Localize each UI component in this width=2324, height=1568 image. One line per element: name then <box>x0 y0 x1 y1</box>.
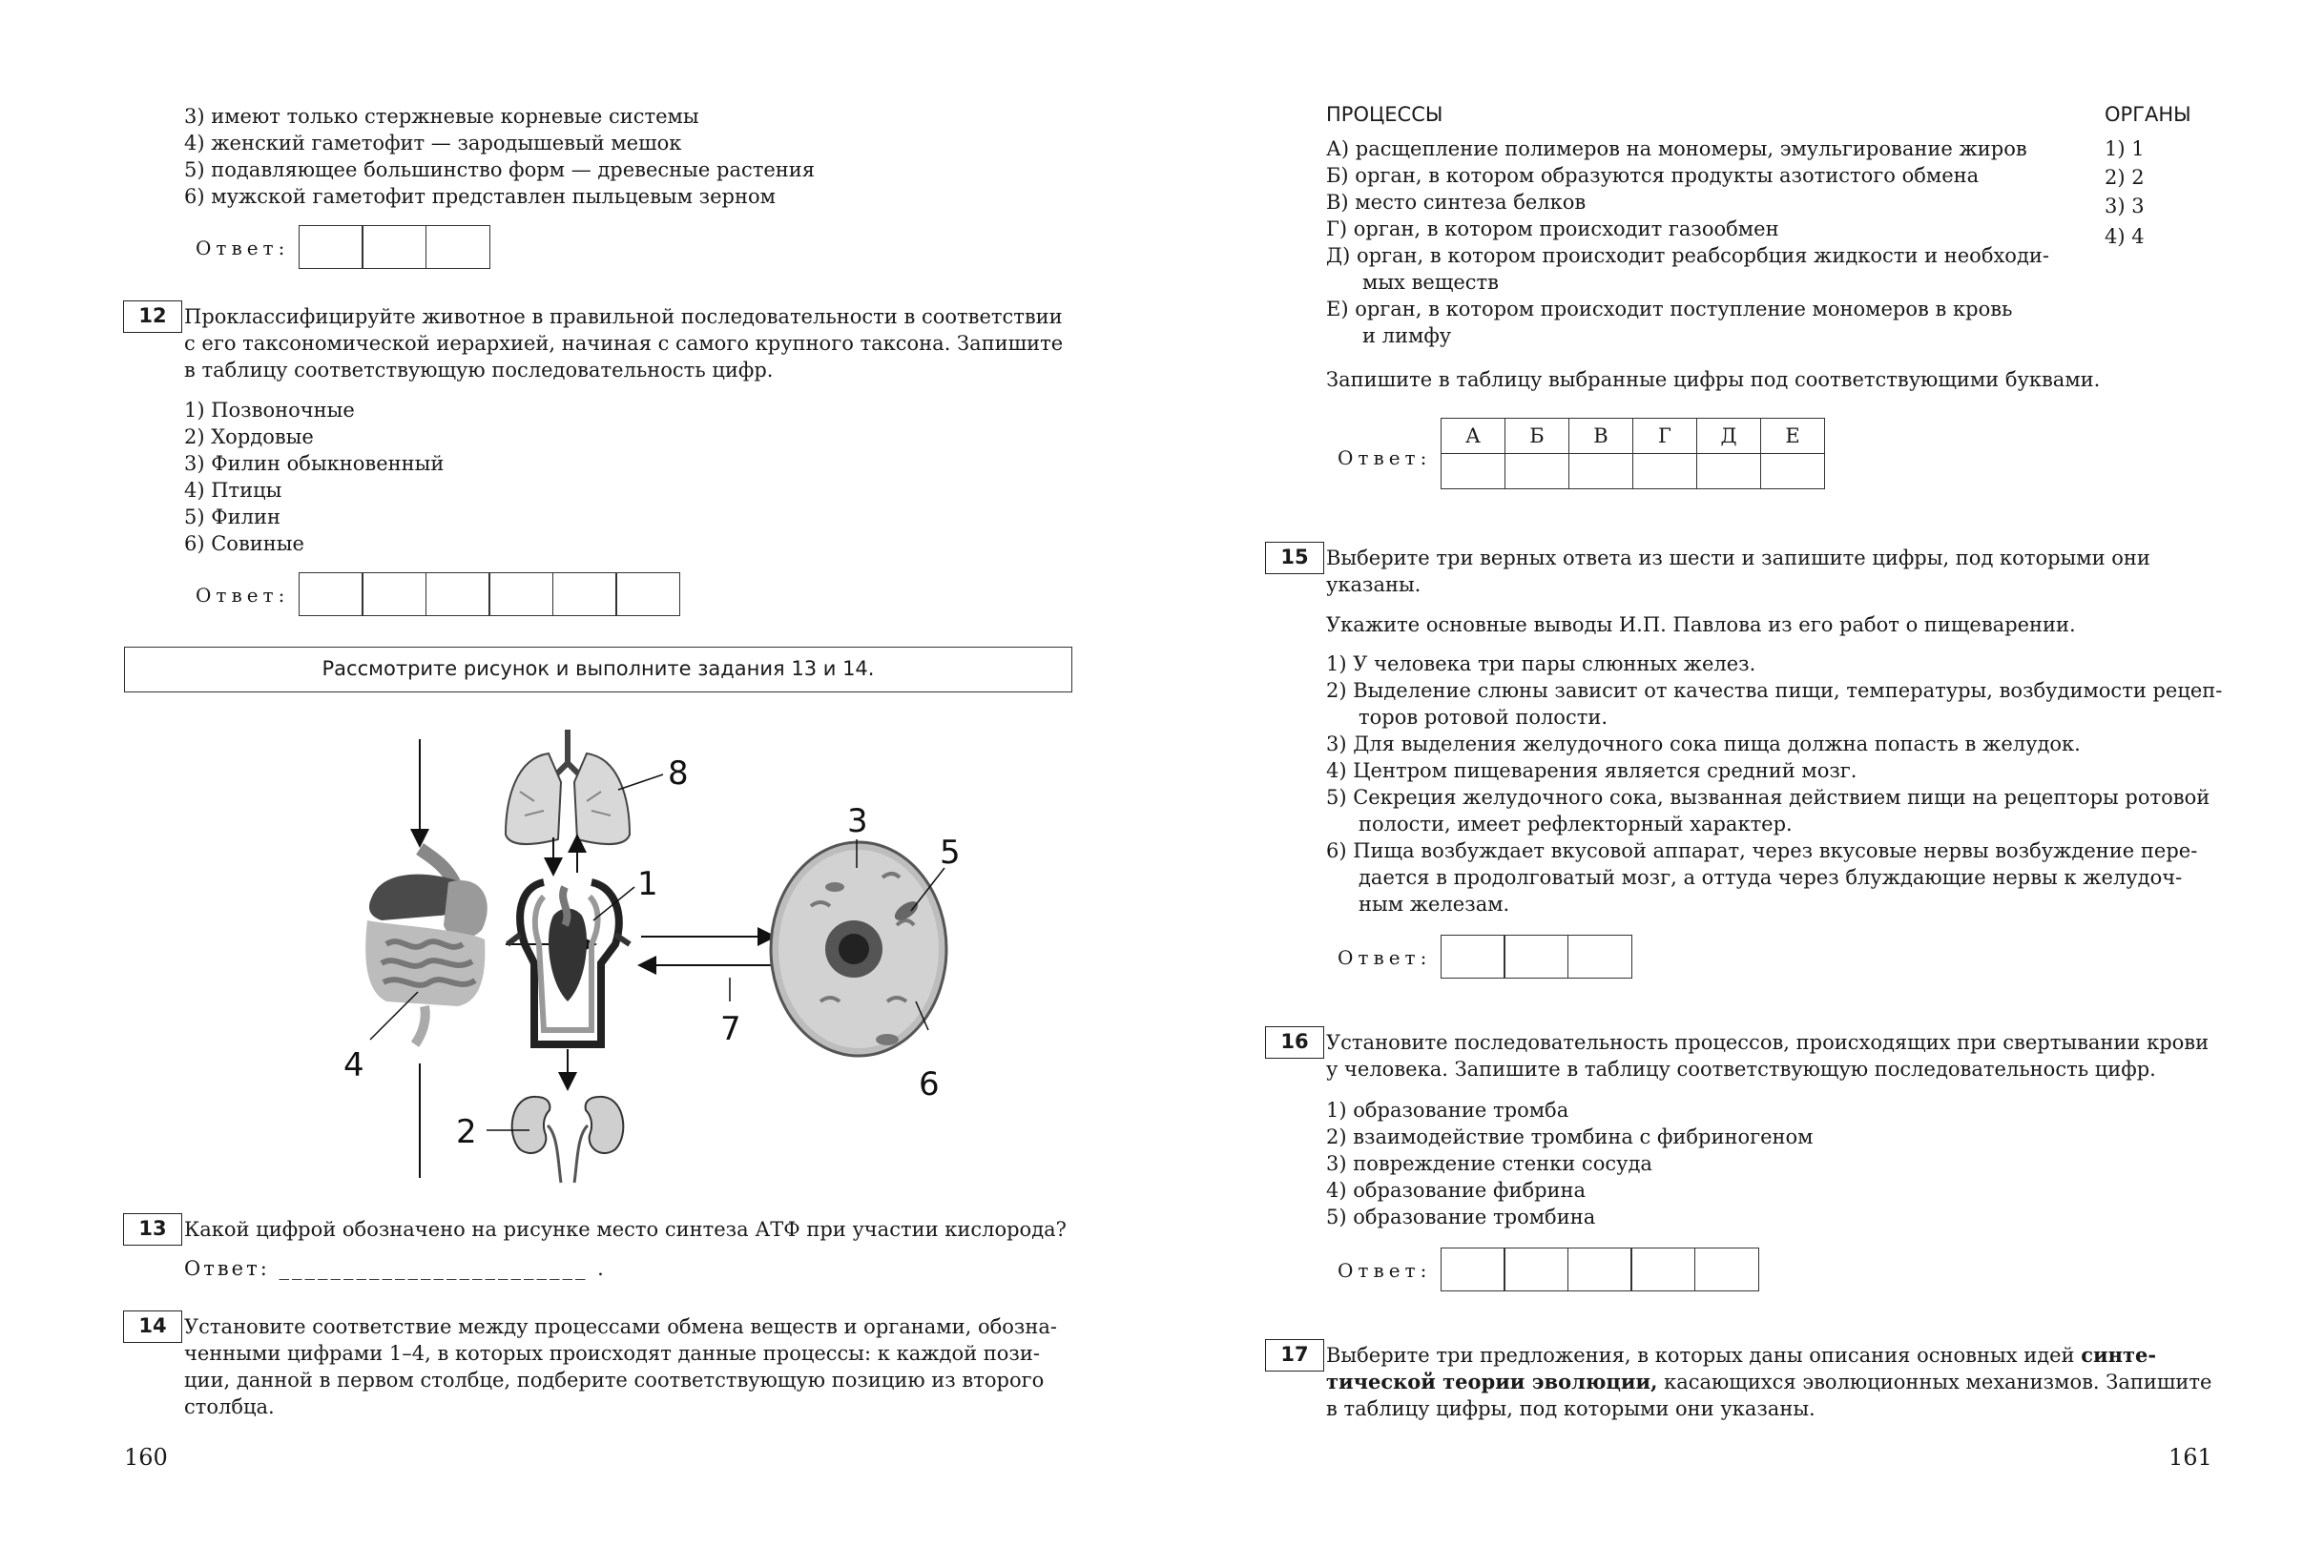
question-number-17: 17 <box>1265 1339 1324 1372</box>
question-number-15: 15 <box>1265 542 1324 574</box>
figure-label-7: 7 <box>720 1010 741 1048</box>
answer-cell[interactable] <box>299 225 363 269</box>
table-instruction: Запишите в таблицу выбранные цифры под соответствующими буквами. <box>1326 368 2101 391</box>
q17-text-bold: синте- <box>2081 1343 2157 1367</box>
figure-label-6: 6 <box>919 1065 940 1104</box>
answer-cell[interactable] <box>1504 935 1568 979</box>
metabolism-figure <box>315 715 983 1192</box>
q12-option: 6) Совиные <box>184 532 304 555</box>
organ-option: 4) 4 <box>2105 225 2145 248</box>
answer-cell[interactable] <box>299 572 363 616</box>
q15-option: 5) Секреция желудочного сока, вызванная действием пищи на рецепторы ротовой <box>1326 786 2210 809</box>
table-header-d: Д <box>1697 419 1761 454</box>
answer-cell[interactable] <box>1569 454 1633 489</box>
q16-text-line: у человека. Запишите в таблицу соответствующую последовательность цифр. <box>1326 1058 2156 1081</box>
organ-option: 3) 3 <box>2105 195 2145 217</box>
q16-option: 3) повреждение стенки сосуда <box>1326 1152 1652 1175</box>
table-header-e: Е <box>1761 419 1825 454</box>
figure-label-4: 4 <box>343 1046 364 1084</box>
q17-text-bold: тической теории эволюции, <box>1326 1370 1658 1393</box>
q12-option: 3) Филин обыкновенный <box>184 452 445 475</box>
cell-icon <box>771 842 946 1056</box>
q12-option: 4) Птицы <box>184 479 282 502</box>
digestive-system-icon <box>365 849 488 1044</box>
q11-answer-label: Ответ: <box>196 237 290 259</box>
table-header-g: Г <box>1633 419 1697 454</box>
q17-text-line: в таблицу цифры, под которыми они указаны. <box>1326 1397 1816 1420</box>
q11-option-3: 3) имеют только стержневые корневые системы <box>184 105 699 128</box>
answer-cell[interactable] <box>1694 1248 1759 1291</box>
answer-cell[interactable] <box>615 572 680 616</box>
answer-cell[interactable] <box>1633 454 1697 489</box>
q17-text-line <box>1326 1369 2211 1395</box>
q15-answer-cells[interactable] <box>1442 935 1632 979</box>
figure-instruction-banner: Рассмотрите рисунок и выполните задания 13 и 14. <box>124 647 1072 692</box>
process-d: Д) орган, в котором происходит реабсорбция жидкости и необходи- <box>1326 244 2049 267</box>
q11-option-5: 5) подавляющее большинство форм — древесные растения <box>184 158 816 181</box>
q17-text-part: Выберите три предложения, в которых даны описания основных идей <box>1326 1344 2082 1367</box>
q12-option: 2) Хордовые <box>184 425 314 448</box>
answer-cell[interactable] <box>1441 935 1505 979</box>
page-number-left: 160 <box>124 1444 168 1471</box>
answer-cell[interactable] <box>552 572 617 616</box>
question-number-16: 16 <box>1265 1026 1324 1059</box>
question-number-14: 14 <box>123 1310 182 1343</box>
right-page <box>1162 0 2324 1568</box>
answer-cell[interactable] <box>1630 1248 1695 1291</box>
process-b: Б) орган, в котором образуются продукты азотистого обмена <box>1326 164 1980 187</box>
q14-answer-table[interactable] <box>1441 418 1825 489</box>
answer-cell[interactable] <box>1567 1248 1632 1291</box>
q11-option-4: 4) женский гаметофит — зародышевый мешок <box>184 132 682 155</box>
process-e-cont: и лимфу <box>1362 324 1452 347</box>
q15-option-cont: дается в продолговатый мозг, а оттуда через блуждающие нервы к желудоч- <box>1359 866 2183 889</box>
answer-cell[interactable] <box>1504 1248 1568 1291</box>
process-v: В) место синтеза белков <box>1326 191 1587 214</box>
answer-cell[interactable] <box>362 572 426 616</box>
figure-label-5: 5 <box>940 834 961 872</box>
answer-cell[interactable] <box>1441 1248 1505 1291</box>
q14-text-line: Установите соответствие между процессами обмена веществ и органами, обозна- <box>184 1315 1057 1338</box>
q15-option: 3) Для выделения желудочного сока пища должна попасть в желудок. <box>1326 732 2081 755</box>
question-number-12: 12 <box>123 300 182 333</box>
q16-answer-label: Ответ: <box>1338 1259 1432 1282</box>
q14-answer-label: Ответ: <box>1338 446 1432 469</box>
q15-prompt: Укажите основные выводы И.П. Павлова из его работ о пищеварении. <box>1326 613 2076 636</box>
answer-cell[interactable] <box>1761 454 1825 489</box>
q15-option-cont: полости, имеет рефлекторный характер. <box>1359 813 1793 836</box>
q16-option: 1) образование тромба <box>1326 1099 1569 1122</box>
organ-option: 2) 2 <box>2105 166 2145 189</box>
answer-cell[interactable] <box>1442 454 1505 489</box>
answer-cell[interactable] <box>1567 935 1632 979</box>
q15-text-line: Выберите три верных ответа из шести и запишите цифры, под которыми они <box>1326 547 2150 569</box>
processes-title: ПРОЦЕССЫ <box>1326 103 1443 126</box>
q11-answer-cells[interactable] <box>300 225 490 269</box>
q15-answer-label: Ответ: <box>1338 946 1432 969</box>
q12-text-line: в таблицу соответствующую последовательность цифр. <box>184 359 774 382</box>
q15-option: 1) У человека три пары слюнных желез. <box>1326 652 1756 675</box>
q12-text-line: Проклассифицируйте животное в правильной последовательности в соответствии <box>184 305 1063 328</box>
q12-answer-label: Ответ: <box>196 584 290 607</box>
q15-option: 4) Центром пищеварения является средний мозг. <box>1326 759 1857 782</box>
organs-title: ОРГАНЫ <box>2105 103 2191 126</box>
kidneys-icon <box>512 1097 624 1183</box>
q14-text-line: столбца. <box>184 1395 275 1418</box>
q12-option: 5) Филин <box>184 505 280 528</box>
organ-option: 1) 1 <box>2105 137 2145 160</box>
answer-cell[interactable] <box>1697 454 1761 489</box>
q12-text-line: с его таксономической иерархией, начиная с самого крупного таксона. Запишите <box>184 332 1064 355</box>
figure-label-8: 8 <box>668 754 689 793</box>
figure-label-2: 2 <box>456 1113 477 1151</box>
q15-text-line: указаны. <box>1326 573 1421 596</box>
answer-cell[interactable] <box>425 572 490 616</box>
process-d-cont: мых веществ <box>1362 271 1499 294</box>
q12-answer-cells[interactable] <box>300 572 680 616</box>
answer-cell[interactable] <box>1505 454 1569 489</box>
q16-text-line: Установите последовательность процессов, происходящих при свертывании крови <box>1326 1031 2210 1054</box>
q15-option-cont: ным железам. <box>1359 893 1510 916</box>
q14-text-line: ции, данной в первом столбце, подберите соответствующую позицию из второго <box>184 1369 1045 1392</box>
lungs-icon <box>506 730 630 844</box>
q17-text-line <box>1326 1342 2156 1369</box>
process-g: Г) орган, в котором происходит газообмен <box>1326 217 1779 240</box>
page-number-right: 161 <box>2168 1444 2212 1471</box>
q15-option: 2) Выделение слюны зависит от качества пищи, температуры, возбудимости рецеп- <box>1326 679 2223 702</box>
figure-label-1: 1 <box>637 865 658 903</box>
q13-answer-line[interactable]: Ответ: ________________________ . <box>184 1257 607 1280</box>
answer-cell[interactable] <box>425 225 490 269</box>
process-a: А) расщепление полимеров на мономеры, эмульгирование жиров <box>1326 137 2027 160</box>
q17-text-part: касающихся эволюционных механизмов. Запишите <box>1657 1371 2212 1393</box>
q15-option-cont: торов ротовой полости. <box>1359 706 1608 729</box>
q11-option-6: 6) мужской гаметофит представлен пыльцевым зерном <box>184 185 776 208</box>
q16-option: 4) образование фибрина <box>1326 1179 1587 1202</box>
table-header-b: Б <box>1505 419 1569 454</box>
question-number-13: 13 <box>123 1213 182 1246</box>
q15-option: 6) Пища возбуждает вкусовой аппарат, через вкусовые нервы возбуждение пере- <box>1326 839 2198 862</box>
answer-cell[interactable] <box>488 572 553 616</box>
q14-text-line: ченными цифрами 1–4, в которых происходят данные процессы: к каждой пози- <box>184 1342 1040 1365</box>
q16-option: 2) взаимодействие тромбина с фибриногеном <box>1326 1125 1814 1148</box>
table-header-v: В <box>1569 419 1633 454</box>
process-e: Е) орган, в котором происходит поступление мономеров в кровь <box>1326 298 2013 320</box>
figure-label-3: 3 <box>847 802 868 840</box>
q13-text: Какой цифрой обозначено на рисунке место синтеза АТФ при участии кислорода? <box>184 1218 1067 1241</box>
table-header-a: А <box>1442 419 1505 454</box>
q16-answer-cells[interactable] <box>1442 1248 1759 1291</box>
answer-cell[interactable] <box>362 225 426 269</box>
q16-option: 5) образование тромбина <box>1326 1206 1596 1228</box>
q12-option: 1) Позвоночные <box>184 399 355 422</box>
